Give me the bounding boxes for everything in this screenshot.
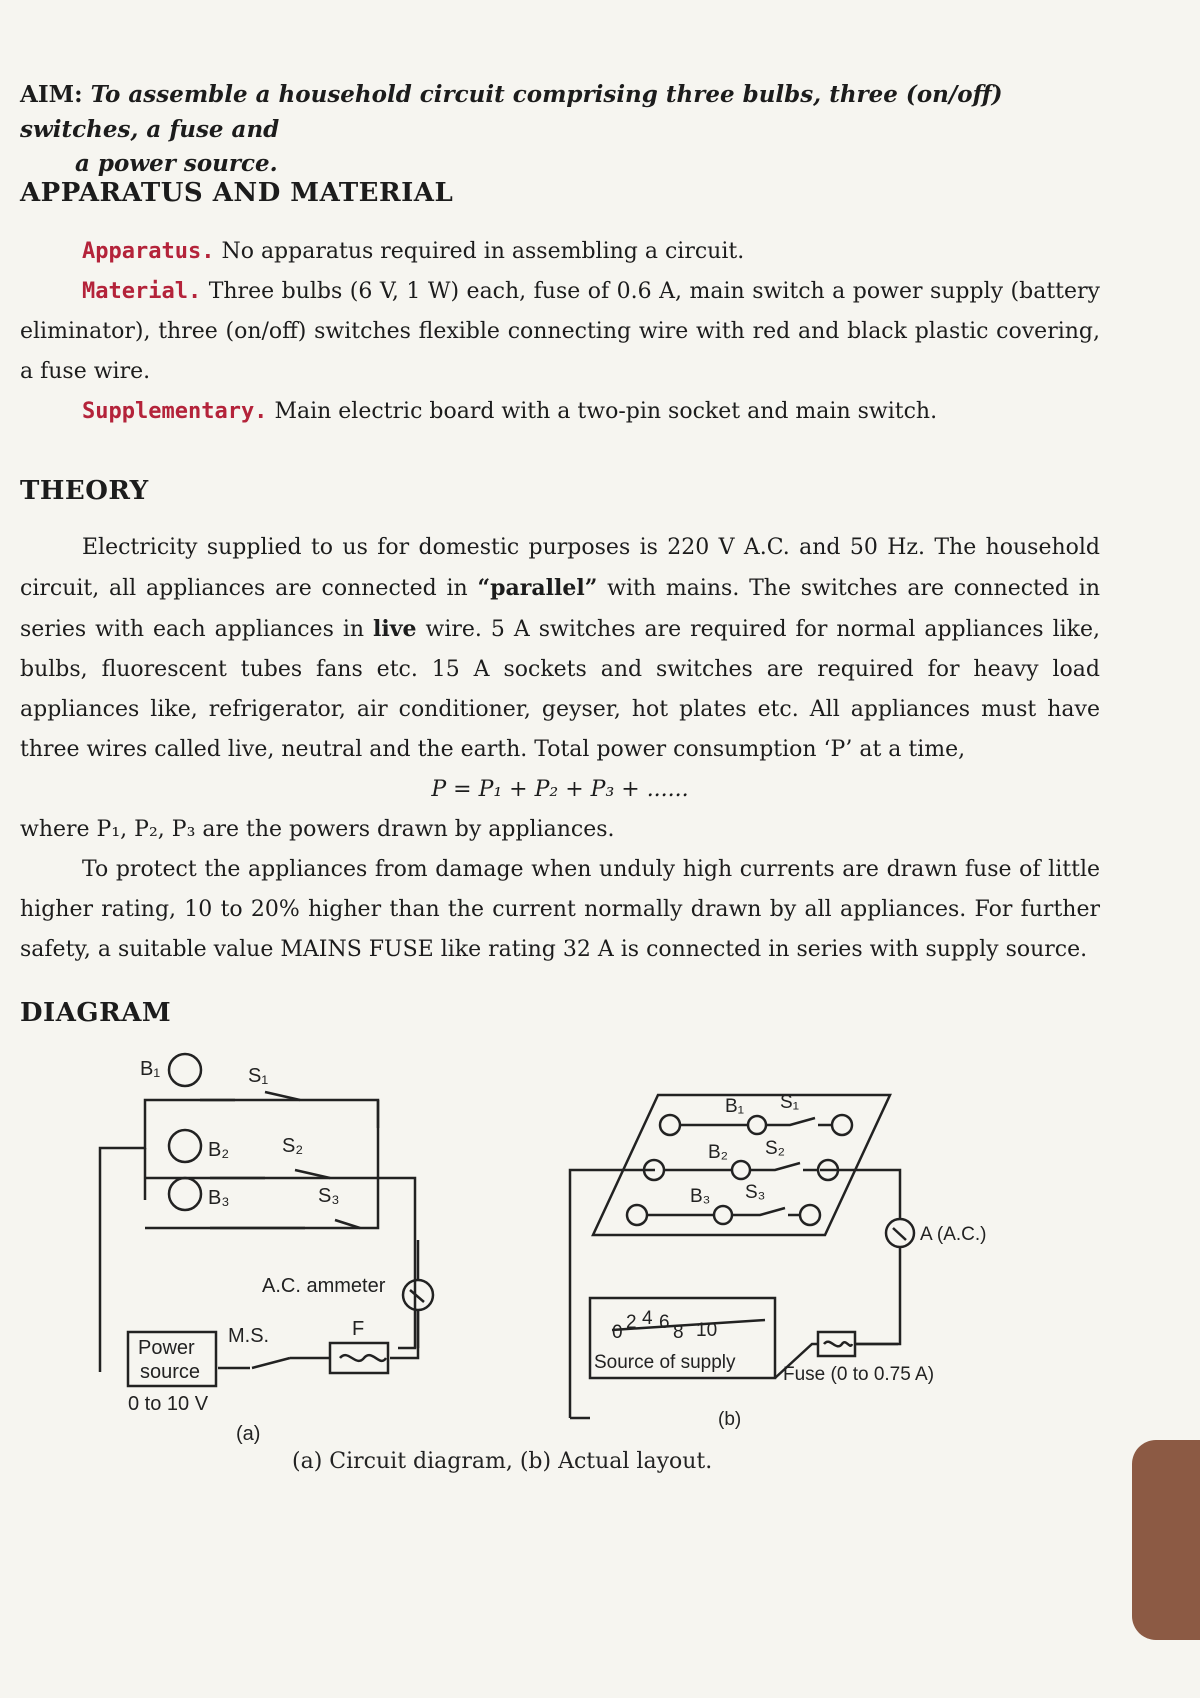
theory-text-a: Electricity supplied to us for domestic purposes is 220 V A.C. and 50 Hz. The household circuit, all appliances are connected in (20, 535, 1100, 601)
ammeter-icon (403, 1280, 433, 1310)
theory-parallel-emphasis: “parallel” (477, 575, 598, 601)
apparatus-label: Apparatus. (82, 239, 215, 264)
aim-text-line1: To assemble a household circuit comprising three bulbs, three (on/off) switches, a fuse and (20, 81, 1003, 143)
scale-8: 8 (673, 1322, 684, 1343)
wire (145, 1178, 415, 1348)
label-b3: B₃ (208, 1187, 230, 1209)
ammeter-b-label: A (A.C.) (920, 1224, 987, 1245)
figure-b-tag: (b) (718, 1409, 742, 1430)
diagram-b-labels (594, 1092, 987, 1430)
bulb-b2-icon (169, 1130, 201, 1162)
fuse-symbol-a (340, 1355, 386, 1361)
supplementary-paragraph (20, 392, 1100, 432)
wire (218, 1358, 330, 1368)
apparatus-paragraph (20, 232, 1100, 272)
material-paragraph (20, 272, 1100, 392)
figure-a-tag: (a) (236, 1423, 261, 1445)
scale-10: 10 (696, 1320, 718, 1341)
label-s2: S₂ (282, 1135, 304, 1157)
power-source-range: 0 to 10 V (128, 1393, 209, 1415)
label-b3-b: B₃ (690, 1186, 711, 1207)
scale-4: 4 (642, 1308, 653, 1329)
main-switch-label: M.S. (228, 1325, 270, 1347)
label-s1: S₁ (248, 1065, 269, 1087)
label-s3-b: S₃ (745, 1182, 766, 1203)
supplementary-label: Supplementary. (82, 399, 268, 424)
bulb-b1-b-icon (748, 1116, 766, 1134)
aim-text-line2: a power source. (75, 150, 278, 177)
ammeter-b-needle-icon (893, 1228, 906, 1240)
fuse-b-label: Fuse (0 to 0.75 A) (783, 1364, 935, 1385)
power-source-label-2: source (140, 1361, 201, 1383)
theory-text-e: wire. 5 A switches are required for normal appliances like, bulbs, fluorescent tubes fans etc. 15 A sockets and switches are required for heavy load appliances like, refrigerator, air conditioner, geyser, hot plates etc. All appliances must have three wires called live, neutral and the earth. Total power consumption ‘P’ at a time, (20, 617, 1100, 762)
scale-0: 0 (612, 1322, 623, 1343)
scale-2: 2 (626, 1312, 637, 1333)
theory-section (20, 528, 1100, 970)
label-b1-b: B₁ (725, 1096, 745, 1117)
terminal-icon (832, 1115, 852, 1135)
terminal-icon (800, 1205, 820, 1225)
scale-6: 6 (659, 1312, 670, 1333)
apparatus-text: No apparatus required in assembling a circuit. (221, 239, 745, 264)
label-s3: S₃ (318, 1185, 340, 1207)
page-corner-decoration (1132, 1440, 1200, 1640)
power-source-label-1: Power (138, 1337, 195, 1359)
material-label: Material. (82, 279, 202, 304)
theory-paragraph-1 (20, 528, 1100, 770)
circuit-figure (0, 1040, 1200, 1480)
label-b2: B₂ (208, 1139, 230, 1161)
source-of-supply-label: Source of supply (594, 1352, 736, 1373)
aim-section (20, 78, 1100, 182)
terminal-icon (660, 1115, 680, 1135)
theory-live-emphasis: live (373, 616, 417, 642)
theory-text-c: with mains. The switches are connected in series with each appliances in (20, 576, 1100, 642)
fuse-symbol-b (824, 1342, 852, 1347)
figure-caption: (a) Circuit diagram, (b) Actual layout. (292, 1449, 713, 1474)
apparatus-heading: APPARATUS AND MATERIAL (20, 178, 454, 208)
label-s1-b: S₁ (780, 1092, 800, 1113)
label-b1: B₁ (140, 1058, 161, 1080)
board-wire (647, 1208, 800, 1215)
theory-heading: THEORY (20, 476, 149, 506)
fuse-label-a: F (352, 1318, 365, 1340)
label-s2-b: S₂ (765, 1138, 786, 1159)
aim-label: AIM: (20, 81, 83, 108)
ammeter-label: A.C. ammeter (262, 1275, 386, 1297)
theory-paragraph-2: To protect the appliances from damage when unduly high currents are drawn fuse of little higher rating, 10 to 20% higher than the current normally drawn by all appliances. For further safety, a suitable value MAINS FUSE like rating 32 A is connected in series with supply source. (20, 857, 1100, 962)
material-text: Three bulbs (6 V, 1 W) each, fuse of 0.6 A, main switch a power supply (battery eliminator), three (on/off) switches flexible connecting wire with red and black plastic covering, a fuse wire. (20, 279, 1100, 384)
formula-explanation: where P₁, P₂, P₃ are the powers drawn by appliances. (20, 817, 615, 842)
bulb-b3-b-icon (714, 1206, 732, 1224)
bulb-b2-b-icon (732, 1161, 750, 1179)
apparatus-section (20, 232, 1100, 432)
board-wire (680, 1118, 832, 1125)
ammeter-needle-icon (410, 1290, 424, 1302)
power-formula: P = P₁ + P₂ + P₃ + ...... (431, 777, 689, 802)
supplementary-text: Main electric board with a two-pin socket and main switch. (274, 399, 938, 424)
fuse-box-a (330, 1343, 388, 1373)
terminal-icon (627, 1205, 647, 1225)
label-b2-b: B₂ (708, 1142, 729, 1163)
bulb-b1-icon (169, 1054, 201, 1086)
bulb-b3-icon (169, 1178, 201, 1210)
diagram-heading: DIAGRAM (20, 998, 172, 1028)
board-wire (664, 1163, 818, 1170)
